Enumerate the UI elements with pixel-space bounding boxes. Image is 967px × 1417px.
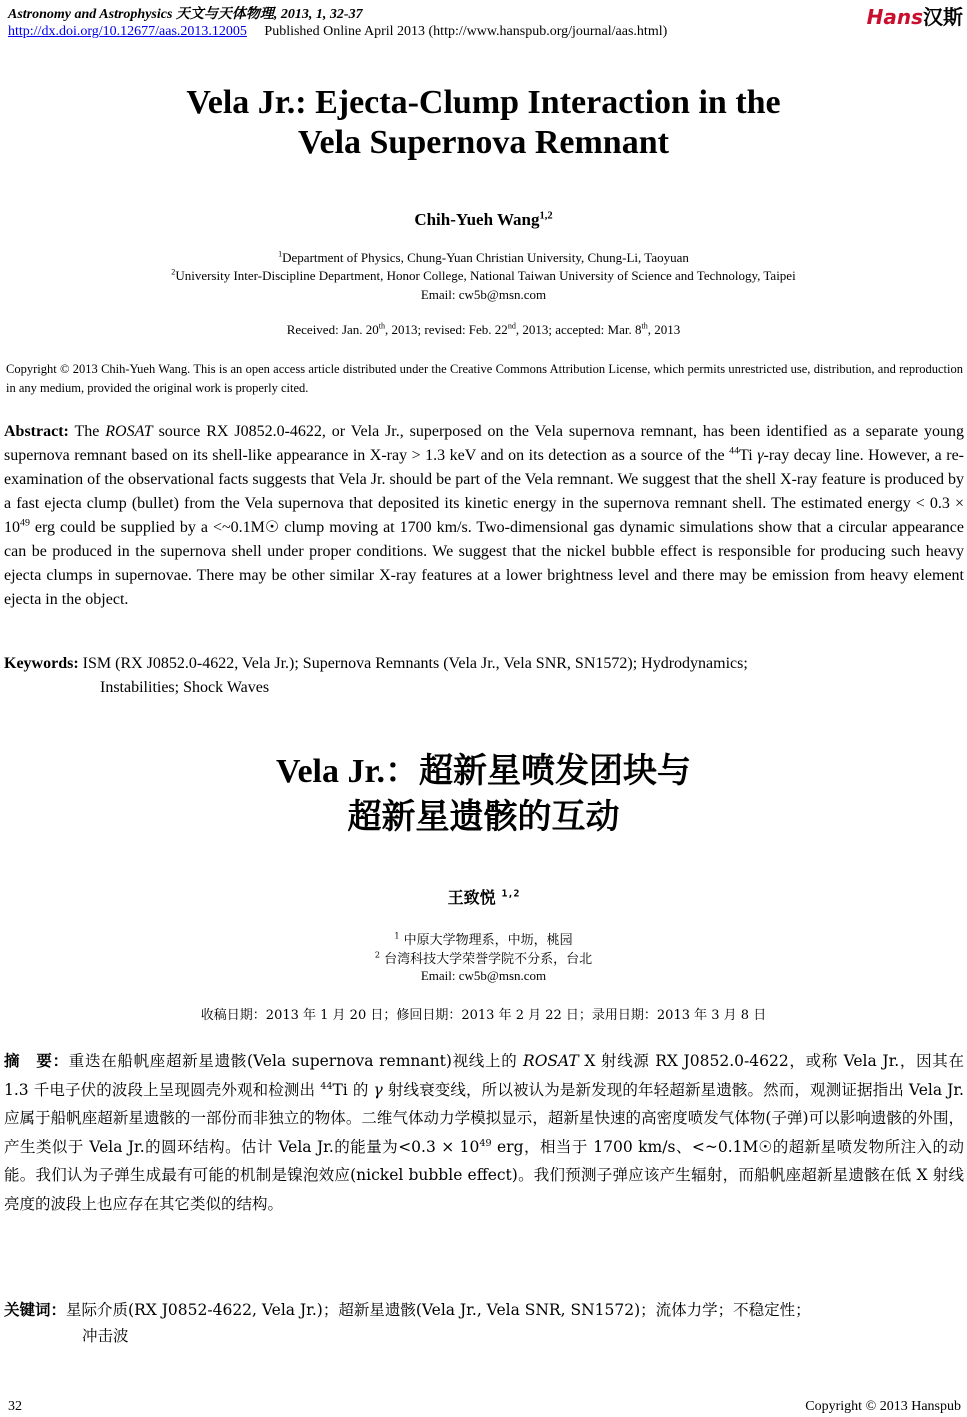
cn-abstract — [4, 1047, 964, 1218]
cn-author-sup: 1,2 — [495, 888, 520, 900]
cn-dates: 收稿日期：2013 年 1 月 20 日；修回日期：2013 年 2 月 22 日；录用日期：2013 年 3 月 8 日 — [200, 1008, 767, 1023]
en-title-line1: Vela Jr.: Ejecta-Clump Interaction in the — [186, 84, 781, 121]
cn-title-line1-text: ：超新星喷发团块与 — [384, 751, 691, 791]
accepted-sup: th — [641, 321, 648, 331]
logo-latin: Hans — [866, 5, 923, 29]
en-aff1-sup: 1 — [278, 249, 283, 259]
en-aff2-text: University Inter-Discipline Department, Honor College, National Taiwan University of Science and Technology, Taipei — [175, 268, 796, 283]
accepted: , 2013; accepted: Mar. 8 — [515, 322, 642, 337]
en-affiliation-2 — [0, 268, 967, 284]
logo-cn: 汉斯 — [923, 5, 963, 29]
license-notice: Copyright © 2013 Chih-Yueh Wang. This is an open access article distributed under the Creative Commons Attribution License, which permits unrestricted use, distribution, and reproduction in any medium, provided the original work is properly cited. — [6, 362, 963, 395]
revised: , 2013; revised: Feb. 22 — [385, 322, 508, 337]
doi-line — [8, 24, 667, 40]
cn-title-latin: Vela Jr. — [276, 753, 385, 790]
cn-keywords-label: 关键词： — [4, 1301, 67, 1319]
cn-title-line2: 超新星遗骸的互动 — [347, 797, 620, 837]
cn-abstract-part-a: 重迭在船帆座超新星遗骸(Vela supernova remnant)视线上的 — [68, 1052, 524, 1070]
en-affiliation-1 — [0, 250, 967, 266]
en-keywords-line1: ISM (RX J0852.0-4622, Vela Jr.); Supernova Remnants (Vela Jr., Vela SNR, SN1572); Hydrodynamics; — [78, 655, 748, 672]
cn-keywords-line1: 星际介质(RX J0852-4622, Vela Jr.)；超新星遗骸(Vela Jr., Vela SNR, SN1572)；流体力学；不稳定性； — [66, 1301, 811, 1319]
cn-affiliation-1 — [0, 929, 967, 948]
received: Received: Jan. 20 — [286, 322, 379, 337]
page-number: 32 — [8, 1399, 22, 1414]
en-author — [0, 210, 967, 230]
cn-email: Email: cw5b@msn.com — [420, 968, 547, 983]
en-keywords — [4, 652, 748, 676]
cn-abstract-exp: 49 — [479, 1137, 492, 1149]
cn-keywords — [4, 1296, 964, 1325]
cn-author — [0, 885, 967, 908]
en-abstract-part-d: -ray decay line. However, a re-examination of the observational facts suggests that Vela Jr. should be part of the Vela remnant. We suggest that the shell X-ray feature is produced by a fast ejecta clump (bullet) from the Vela supernova that deposited its kinetic energy in the supernova remnant shell. The estimated energy < 0.3 × 10 — [4, 447, 964, 536]
cn-abstract-part-d: 射线衰变线，所以被认为是新发现的年轻超新星遗骸。然而，观测证据指出 Vela Jr.应属于船帆座超新星遗骸的一部份而非独立的物体。二维气体动力学模拟显示，超新星快速的高密度喷发气体物(子弹)可以影响遗骸的外围，产生类似于 Vela Jr.的圆环结构。估计 Vela Jr.的能量为<0.3 × 10 — [4, 1080, 964, 1156]
hans-logo — [867, 1, 963, 30]
cn-title-line1 — [0, 749, 967, 794]
dates-end: , 2013 — [647, 322, 681, 337]
en-keywords-label: Keywords: — [4, 655, 79, 672]
en-author-name: Chih-Yueh Wang — [414, 210, 540, 229]
cn-affiliation-2 — [0, 948, 967, 967]
en-abstract-part-b: source RX J0852.0-4622, or Vela Jr., superposed on the Vela supernova remnant, has been identified as a separate young supernova remnant based on its shell-like appearance in X-ray > 1.3 keV and on its detection as a source of the — [4, 423, 964, 464]
journal-header: Astronomy and Astrophysics 天文与天体物理, 2013, 1, 32-37 — [8, 7, 363, 22]
cn-keywords-cont: 冲击波 — [82, 1327, 129, 1345]
cn-abstract-ti-sup: 44 — [320, 1080, 333, 1092]
received-sup: th — [378, 321, 386, 331]
en-abstract-gamma: γ — [757, 447, 764, 464]
footer-copyright: Copyright © 2013 Hanspub — [805, 1399, 961, 1414]
cn-aff2-text: 台湾科技大学荣誉学院不分系，台北 — [379, 952, 593, 967]
en-keywords-cont: Instabilities; Shock Waves — [100, 679, 270, 696]
en-aff2-sup: 2 — [171, 267, 176, 277]
doi-link[interactable]: http://dx.doi.org/10.12677/aas.2013.12005 — [8, 24, 247, 39]
en-title-line2: Vela Supernova Remnant — [298, 124, 669, 161]
cn-aff1-sup: 1 — [394, 931, 400, 941]
en-email: Email: cw5b@msn.com — [420, 287, 547, 302]
en-abstract-rosat: ROSAT — [105, 423, 153, 440]
cn-abstract-part-e: erg，相当于 1700 km/s、<~0.1M☉的超新星喷发物所注入的动能。我们认为子弹生成最有可能的机制是镍泡效应(nickel bubble effect)。我们预测子弹应该产生辐射，而船帆座超新星遗骸在低 X 射线亮度的波段上也应存在其它类似的结构。 — [4, 1137, 964, 1213]
cn-abstract-gamma: γ — [373, 1080, 383, 1099]
en-abstract-label: Abstract: — [4, 423, 69, 440]
en-abstract-part-e: erg could be supplied by a <~0.1M☉ clump moving at 1700 km/s. Two-dimensional gas dynamic simulations show that a circular appearance can be produced in the supernova shell under proper conditions. We suggest that the nickel bubble effect is responsible for producing such heavy ejecta clumps in supernovae. There may be other similar X-ray features at a lower brightness level and there may be emission from heavy element ejecta in the object. — [4, 519, 964, 608]
en-author-sup: 1,2 — [539, 210, 553, 222]
cn-abstract-label: 摘 要： — [4, 1052, 69, 1070]
cn-aff1-text: 中原大学物理系，中坜，桃园 — [399, 933, 573, 948]
en-dates — [0, 322, 967, 338]
revised-sup: nd — [507, 321, 516, 331]
en-abstract-part-a: The — [68, 423, 106, 440]
cn-abstract-rosat: ROSAT — [523, 1052, 579, 1070]
en-abstract-exp: 49 — [20, 517, 30, 529]
en-aff1-text: Department of Physics, Chung-Yuan Christian University, Chung-Li, Taoyuan — [282, 250, 689, 265]
cn-aff2-sup: 2 — [374, 950, 380, 960]
published-info: Published Online April 2013 (http://www.hanspub.org/journal/aas.html) — [264, 24, 668, 39]
en-abstract-part-c: Ti — [739, 447, 758, 464]
cn-abstract-part-c: Ti 的 — [332, 1080, 374, 1099]
cn-abstract-part-b: X 射线源 RX J0852.0-4622，或称 Vela Jr.，因其在 1.3 千电子伏的波段上呈现圆壳外观和检测出 — [4, 1052, 964, 1099]
en-abstract — [4, 420, 964, 612]
en-abstract-ti-sup: 44 — [729, 445, 740, 457]
cn-author-name: 王致悦 — [447, 888, 496, 907]
